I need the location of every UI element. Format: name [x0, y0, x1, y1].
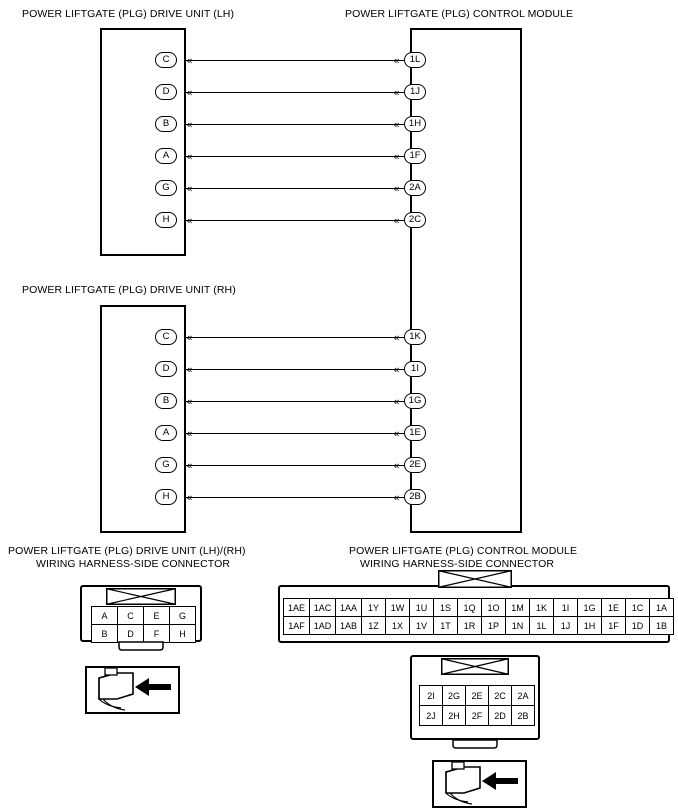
arrow-lh-right-3: « [393, 118, 400, 131]
harness-label-drive-line2: WIRING HARNESS-SIDE CONNECTOR [36, 558, 231, 570]
pin-rh-right-2: 1I [404, 361, 426, 377]
cell-mod1-top-2: 1AC [310, 599, 336, 617]
pin-lh-right-2: 1J [404, 84, 426, 100]
cell-mod1-top-8: 1Q [458, 599, 482, 617]
cell-mod1-top-9: 1O [482, 599, 506, 617]
pin-lh-left-4: A [155, 148, 177, 164]
arrow-lh-left-5: « [186, 182, 193, 195]
pin-rh-left-4: A [155, 425, 177, 441]
cell-mod2-bottom-4: 2D [489, 706, 512, 726]
cell-mod1-top-4: 1Y [362, 599, 386, 617]
pin-lh-right-4: 1F [404, 148, 426, 164]
arrow-lh-right-5: « [393, 182, 400, 195]
cell-mod2-top-1: 2I [420, 686, 443, 706]
pin-rh-right-1: 1K [404, 329, 426, 345]
cell-mod2-bottom-3: 2F [466, 706, 489, 726]
arrow-lh-left-6: « [186, 214, 193, 227]
cell-drive-top-1: A [92, 607, 118, 625]
cell-mod1-top-10: 1M [506, 599, 530, 617]
connector-plug-icon [87, 668, 178, 712]
cell-drive-top-4: G [170, 607, 196, 625]
wire-rh-5 [186, 465, 411, 466]
wire-lh-3 [186, 124, 411, 125]
wire-lh-2 [186, 92, 411, 93]
arrow-lh-left-1: « [186, 54, 193, 67]
arrow-lh-left-2: « [186, 86, 193, 99]
arrow-rh-left-5: « [186, 459, 193, 472]
pin-rh-right-6: 2B [404, 489, 426, 505]
cell-mod1-bottom-13: 1H [578, 617, 602, 635]
arrow-rh-right-4: « [393, 427, 400, 440]
cell-drive-bottom-4: H [170, 625, 196, 643]
module-connector-1-table [283, 598, 674, 635]
arrow-rh-left-2: « [186, 363, 193, 376]
table-row [284, 599, 674, 617]
connector-plug-icon [434, 762, 525, 806]
cell-drive-bottom-3: F [144, 625, 170, 643]
cell-mod1-top-7: 1S [434, 599, 458, 617]
cell-mod1-bottom-14: 1F [602, 617, 626, 635]
cell-mod2-top-3: 2E [466, 686, 489, 706]
drive-connector-pictogram [85, 666, 180, 714]
pin-lh-left-2: D [155, 84, 177, 100]
cell-mod2-top-4: 2C [489, 686, 512, 706]
pin-lh-left-3: B [155, 116, 177, 132]
title-drive-unit-lh: POWER LIFTGATE (PLG) DRIVE UNIT (LH) [22, 8, 235, 20]
arrow-lh-right-1: « [393, 54, 400, 67]
module-connector-2-tab-icon [452, 739, 498, 749]
drive-connector-tab-icon [118, 641, 164, 651]
module-connector-2-latch-icon [441, 658, 509, 675]
cell-mod2-bottom-1: 2J [420, 706, 443, 726]
pin-lh-right-5: 2A [404, 180, 426, 196]
wire-lh-4 [186, 156, 411, 157]
pin-rh-right-3: 1G [404, 393, 426, 409]
cell-mod1-top-1: 1AE [284, 599, 310, 617]
arrow-rh-left-4: « [186, 427, 193, 440]
pin-rh-right-5: 2E [404, 457, 426, 473]
drive-connector-latch-icon [106, 588, 176, 605]
wire-rh-3 [186, 401, 411, 402]
cell-mod1-top-14: 1E [602, 599, 626, 617]
pin-lh-left-1: C [155, 52, 177, 68]
cell-mod1-bottom-10: 1N [506, 617, 530, 635]
arrow-lh-right-2: « [393, 86, 400, 99]
pin-rh-left-2: D [155, 361, 177, 377]
arrow-lh-left-4: « [186, 150, 193, 163]
pin-lh-left-5: G [155, 180, 177, 196]
arrow-rh-left-1: « [186, 331, 193, 344]
cell-mod1-top-15: 1C [626, 599, 650, 617]
pin-lh-right-6: 2C [404, 212, 426, 228]
cell-mod1-top-13: 1G [578, 599, 602, 617]
module-connector-2-table [419, 685, 535, 726]
pin-rh-left-3: B [155, 393, 177, 409]
cell-mod1-top-16: 1A [650, 599, 674, 617]
module-connector-pictogram [432, 760, 527, 808]
cell-drive-bottom-2: D [118, 625, 144, 643]
cell-mod1-top-6: 1U [410, 599, 434, 617]
table-row [92, 625, 196, 643]
cell-mod1-bottom-4: 1Z [362, 617, 386, 635]
cell-mod1-bottom-7: 1T [434, 617, 458, 635]
cell-mod2-bottom-2: 2H [443, 706, 466, 726]
cell-mod1-bottom-15: 1D [626, 617, 650, 635]
cell-mod1-bottom-1: 1AF [284, 617, 310, 635]
cell-mod2-bottom-5: 2B [512, 706, 535, 726]
wire-lh-6 [186, 220, 411, 221]
pin-lh-right-1: 1L [404, 52, 426, 68]
drive-connector-table [91, 606, 196, 643]
cell-mod1-top-5: 1W [386, 599, 410, 617]
title-drive-unit-rh: POWER LIFTGATE (PLG) DRIVE UNIT (RH) [22, 284, 236, 296]
cell-mod2-top-2: 2G [443, 686, 466, 706]
cell-mod1-bottom-2: 1AD [310, 617, 336, 635]
cell-mod1-bottom-12: 1J [554, 617, 578, 635]
arrow-lh-right-6: « [393, 214, 400, 227]
cell-mod1-bottom-16: 1B [650, 617, 674, 635]
pin-rh-right-4: 1E [404, 425, 426, 441]
wire-rh-4 [186, 433, 411, 434]
arrow-rh-right-6: « [393, 491, 400, 504]
cell-mod1-bottom-5: 1X [386, 617, 410, 635]
wire-rh-2 [186, 369, 411, 370]
arrow-rh-left-6: « [186, 491, 193, 504]
cell-mod1-top-11: 1K [530, 599, 554, 617]
table-row [420, 706, 535, 726]
wire-lh-5 [186, 188, 411, 189]
arrow-lh-left-3: « [186, 118, 193, 131]
arrow-rh-right-2: « [393, 363, 400, 376]
arrow-rh-left-3: « [186, 395, 193, 408]
arrow-rh-right-5: « [393, 459, 400, 472]
pin-rh-left-6: H [155, 489, 177, 505]
cell-drive-bottom-1: B [92, 625, 118, 643]
pin-rh-left-1: C [155, 329, 177, 345]
module-connector-1-latch-icon [438, 570, 512, 588]
cell-drive-top-3: E [144, 607, 170, 625]
cell-mod1-bottom-6: 1V [410, 617, 434, 635]
cell-mod1-bottom-3: 1AB [336, 617, 362, 635]
table-row [92, 607, 196, 625]
wire-lh-1 [186, 60, 411, 61]
harness-label-drive-line1: POWER LIFTGATE (PLG) DRIVE UNIT (LH)/(RH) [8, 545, 246, 557]
pin-rh-left-5: G [155, 457, 177, 473]
pin-lh-right-3: 1H [404, 116, 426, 132]
control-module-box [410, 28, 522, 533]
cell-mod1-bottom-9: 1P [482, 617, 506, 635]
arrow-lh-right-4: « [393, 150, 400, 163]
cell-mod1-bottom-8: 1R [458, 617, 482, 635]
cell-drive-top-2: C [118, 607, 144, 625]
cell-mod1-top-3: 1AA [336, 599, 362, 617]
arrow-rh-right-3: « [393, 395, 400, 408]
wire-rh-1 [186, 337, 411, 338]
table-row [284, 617, 674, 635]
table-row [420, 686, 535, 706]
arrow-rh-right-1: « [393, 331, 400, 344]
title-control-module: POWER LIFTGATE (PLG) CONTROL MODULE [345, 8, 574, 20]
harness-label-module-line2: WIRING HARNESS-SIDE CONNECTOR [360, 558, 555, 570]
pin-lh-left-6: H [155, 212, 177, 228]
harness-label-module-line1: POWER LIFTGATE (PLG) CONTROL MODULE [349, 545, 578, 557]
cell-mod1-bottom-11: 1L [530, 617, 554, 635]
cell-mod1-top-12: 1I [554, 599, 578, 617]
wire-rh-6 [186, 497, 411, 498]
cell-mod2-top-5: 2A [512, 686, 535, 706]
